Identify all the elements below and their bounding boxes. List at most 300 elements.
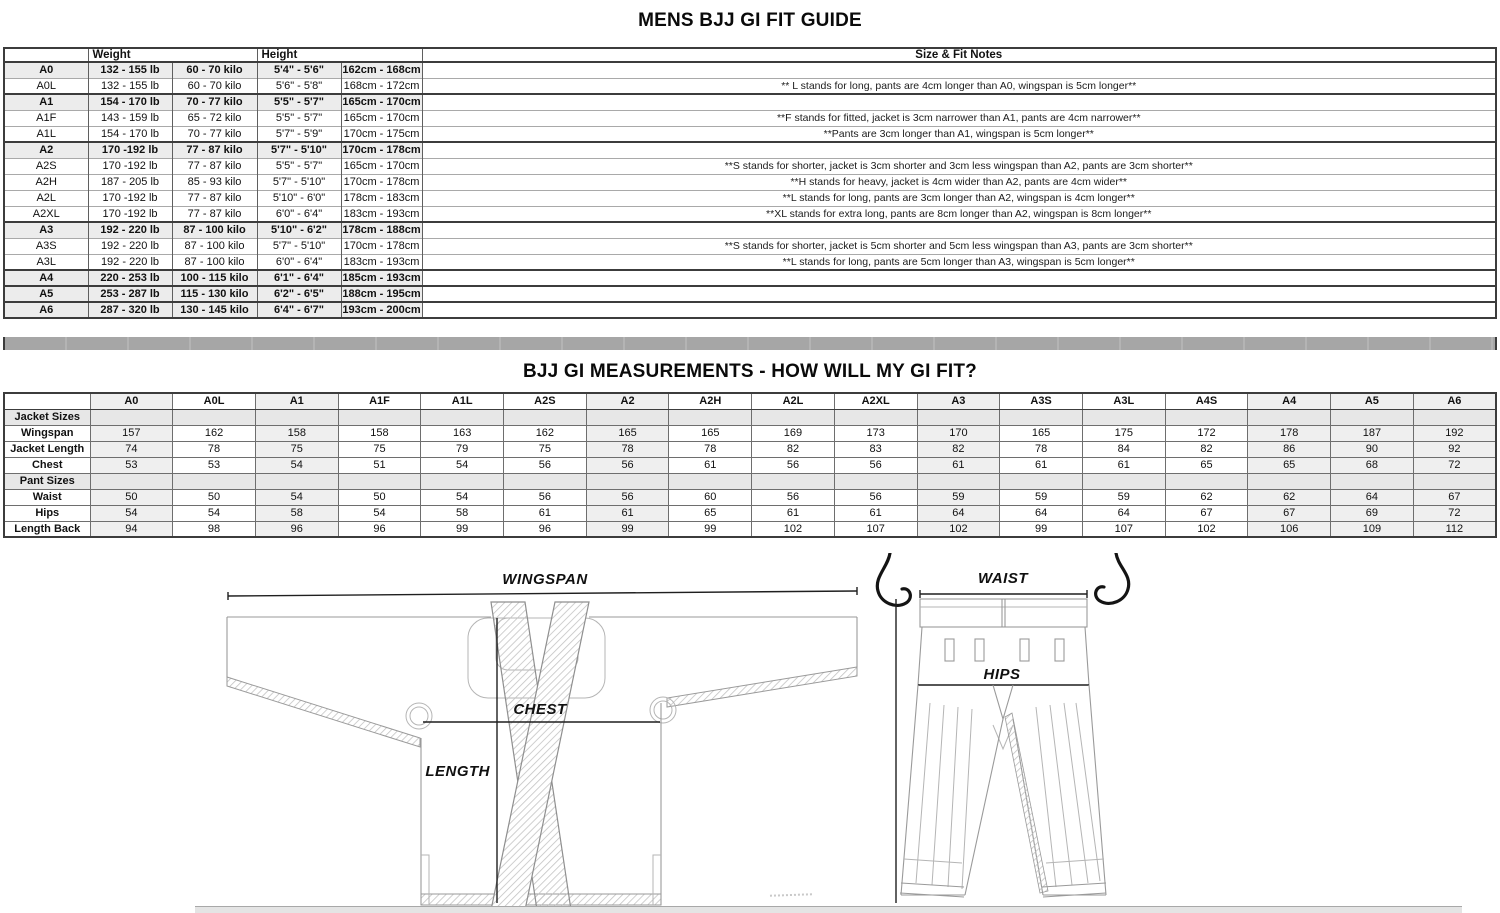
measurement-cell: 96 [338,521,421,537]
weight-kilo-cell: 70 - 77 kilo [172,126,257,142]
weight-kilo-cell: 130 - 145 kilo [172,302,257,318]
measurement-cell: 82 [1165,441,1248,457]
measurement-row [4,489,1496,505]
weight-kilo-cell: 77 - 87 kilo [172,190,257,206]
empty-cell [173,473,256,489]
measurements-title: BJJ GI MEASUREMENTS - HOW WILL MY GI FIT? [522,361,977,382]
measurement-cell: 187 [1331,425,1414,441]
size-column-header: A4 [1248,393,1331,409]
empty-cell [338,409,421,425]
empty-cell [1331,473,1414,489]
height-ft-cell: 6'1" - 6'4" [257,270,341,286]
section-row [4,473,1496,489]
height-ft-cell: 5'6" - 5'8" [257,78,341,94]
drawstring-left [877,553,910,605]
weight-kilo-cell: 115 - 130 kilo [172,286,257,302]
empty-cell [834,409,917,425]
size-cell: A2H [4,174,88,190]
measurement-cell: 162 [173,425,256,441]
height-ft-cell: 6'4" - 6'7" [257,302,341,318]
measurement-cell: 54 [255,489,338,505]
measurement-cell: 64 [1082,505,1165,521]
fit-guide-row [4,94,1496,110]
fit-guide-row [4,62,1496,78]
height-ft-cell: 5'10" - 6'0" [257,190,341,206]
measurement-cell: 61 [1000,457,1083,473]
measurement-cell: 175 [1082,425,1165,441]
measurement-cell: 54 [421,457,504,473]
measurement-cell: 79 [421,441,504,457]
fit-guide-row [4,190,1496,206]
section-row [4,409,1496,425]
measurement-cell: 54 [338,505,421,521]
size-column-header: A1 [255,393,338,409]
fit-note-cell: **H stands for heavy, jacket is 4cm wider than A2, pants are 4cm wider** [422,174,1496,190]
fit-guide-header-row [4,48,1496,62]
measurement-cell: 102 [752,521,835,537]
height-cm-cell: 170cm - 178cm [341,238,422,254]
measurements-table [3,392,1497,538]
measurement-cell: 61 [504,505,587,521]
measurement-cell: 60 [669,489,752,505]
height-cm-cell: 178cm - 183cm [341,190,422,206]
empty-cell [90,473,173,489]
fit-note-cell: **S stands for shorter, jacket is 3cm shorter and 3cm less wingspan than A2, pants are 3cm shorter** [422,158,1496,174]
fit-guide-tbody [4,62,1496,318]
measurement-cell: 56 [586,457,669,473]
measurement-cell: 84 [1082,441,1165,457]
measurement-cell: 50 [90,489,173,505]
measurement-cell: 82 [752,441,835,457]
measurement-row-label: Wingspan [4,425,90,441]
height-ft-cell: 5'5" - 5'7" [257,94,341,110]
size-cell: A1L [4,126,88,142]
chest-label: CHEST [513,701,567,718]
size-column-header: A3 [917,393,1000,409]
weight-kilo-cell: 77 - 87 kilo [172,142,257,158]
measurement-cell: 59 [1000,489,1083,505]
measurement-cell: 94 [90,521,173,537]
measurement-cell: 53 [173,457,256,473]
weight-kilo-cell: 65 - 72 kilo [172,110,257,126]
fit-note-cell [422,94,1496,110]
measurement-row-label: Jacket Length [4,441,90,457]
weight-lb-cell: 192 - 220 lb [88,222,172,238]
empty-cell [504,409,587,425]
size-column-header: A1L [421,393,504,409]
height-ft-cell: 5'7" - 5'10" [257,142,341,158]
fit-guide-row [4,78,1496,94]
fit-note-cell [422,270,1496,286]
size-column-header: A5 [1331,393,1414,409]
measurement-cell: 99 [421,521,504,537]
measurement-cell: 61 [752,505,835,521]
fit-guide-row [4,254,1496,270]
empty-cell [1082,473,1165,489]
weight-lb-cell: 132 - 155 lb [88,62,172,78]
weight-lb-cell: 143 - 159 lb [88,110,172,126]
table-divider-bar [3,337,1497,350]
measurement-cell: 112 [1413,521,1496,537]
measurement-cell: 56 [752,489,835,505]
measurement-cell: 78 [173,441,256,457]
measurement-cell: 56 [504,457,587,473]
measurement-cell: 64 [1000,505,1083,521]
measurement-cell: 165 [669,425,752,441]
fit-guide-title: MENS BJJ GI FIT GUIDE [638,10,862,31]
measurement-row-label: Chest [4,457,90,473]
measurement-cell: 99 [586,521,669,537]
measurement-cell: 56 [752,457,835,473]
measurement-cell: 107 [834,521,917,537]
empty-cell [917,409,1000,425]
size-cell: A0 [4,62,88,78]
empty-cell [752,409,835,425]
height-cm-cell: 183cm - 193cm [341,254,422,270]
size-cell: A1 [4,94,88,110]
measurement-cell: 169 [752,425,835,441]
size-column-header: A2 [586,393,669,409]
measurement-cell: 61 [834,505,917,521]
weight-kilo-cell: 87 - 100 kilo [172,238,257,254]
weight-lb-cell: 187 - 205 lb [88,174,172,190]
weight-lb-cell: 287 - 320 lb [88,302,172,318]
measurement-cell: 90 [1331,441,1414,457]
empty-cell [752,473,835,489]
fit-guide-row [4,238,1496,254]
size-cell: A2 [4,142,88,158]
height-cm-cell: 168cm - 172cm [341,78,422,94]
size-cell: A2XL [4,206,88,222]
empty-cell [338,473,421,489]
empty-cell [1413,473,1496,489]
weight-lb-cell: 170 -192 lb [88,142,172,158]
weight-lb-cell: 170 -192 lb [88,206,172,222]
empty-cell [1165,409,1248,425]
measurement-row-label: Waist [4,489,90,505]
measurement-cell: 78 [1000,441,1083,457]
empty-cell [1000,473,1083,489]
weight-lb-cell: 154 - 170 lb [88,126,172,142]
waist-line [920,590,1087,598]
measurement-cell: 56 [586,489,669,505]
measurement-cell: 72 [1413,505,1496,521]
size-column-header: A3L [1082,393,1165,409]
measurement-cell: 75 [338,441,421,457]
size-column-header: A2L [752,393,835,409]
measurement-cell: 99 [1000,521,1083,537]
height-cm-cell: 188cm - 195cm [342,288,421,300]
height-cm-cell: 170cm - 175cm [341,126,422,142]
height-cm-cell: 178cm - 188cm [341,222,422,238]
size-cell: A3L [4,254,88,270]
measurement-cell: 64 [1331,489,1414,505]
size-cell: A6 [4,302,88,318]
empty-cell [1413,409,1496,425]
measurement-cell: 58 [255,505,338,521]
hips-label: HIPS [983,666,1021,683]
measurement-cell: 64 [917,505,1000,521]
measurement-cell: 54 [255,457,338,473]
measurement-cell: 61 [586,505,669,521]
weight-lb-cell: 253 - 287 lb [88,286,172,302]
wingspan-line [228,591,857,596]
measurement-row [4,441,1496,457]
fit-guide-row [4,174,1496,190]
height-header: Height [257,48,422,62]
fit-note-cell [422,302,1496,318]
weight-lb-cell: 132 - 155 lb [88,78,172,94]
fit-guide-table [3,47,1497,319]
size-cell: A3 [4,222,88,238]
fit-guide-row [4,286,1496,302]
measurement-cell: 58 [421,505,504,521]
fit-note-cell [422,62,1496,78]
measurement-cell: 67 [1413,489,1496,505]
measurement-cell: 173 [834,425,917,441]
measurement-cell: 162 [504,425,587,441]
measurement-cell: 78 [669,441,752,457]
height-ft-cell: 5'4" - 5'6" [257,62,341,78]
measurement-row [4,521,1496,537]
fit-note-cell [422,286,1496,302]
length-label: LENGTH [425,763,490,780]
weight-header: Weight [88,48,257,62]
measurement-cell: 53 [90,457,173,473]
measurement-cell: 158 [338,425,421,441]
empty-cell [669,409,752,425]
measurement-cell: 172 [1165,425,1248,441]
size-cell: A5 [4,286,88,302]
measurement-cell: 54 [90,505,173,521]
measurement-cell: 56 [834,489,917,505]
measurement-row [4,505,1496,521]
weight-kilo-cell: 87 - 100 kilo [172,222,257,238]
measurement-cell: 109 [1331,521,1414,537]
measurement-cell: 78 [586,441,669,457]
measurement-cell: 61 [669,457,752,473]
measurements-tbody [4,409,1496,537]
measurement-cell: 67 [1165,505,1248,521]
section-label-cell: Jacket Sizes [4,409,90,425]
height-ft-cell: 5'10" - 6'2" [257,222,341,238]
height-ft-cell: 5'7" - 5'10" [257,238,341,254]
drawstring-right [1096,553,1129,603]
measurement-cell: 68 [1331,457,1414,473]
size-cell: A1F [4,110,88,126]
measurement-cell: 96 [504,521,587,537]
measurement-cell: 96 [255,521,338,537]
measurement-cell: 50 [173,489,256,505]
height-cm-cell: 170cm - 178cm [341,142,422,158]
measurement-cell: 192 [1413,425,1496,441]
corner-cell [4,48,88,62]
corner-cell [4,393,90,409]
measurements-header-row [4,393,1496,409]
measurement-cell: 51 [338,457,421,473]
wingspan-label: WINGSPAN [502,571,588,588]
height-ft-cell: 6'0" - 6'4" [257,206,341,222]
empty-cell [1248,473,1331,489]
empty-cell [917,473,1000,489]
measurement-cell: 61 [917,457,1000,473]
jacket-diagram [195,558,895,910]
size-column-header: A2H [669,393,752,409]
empty-cell [586,473,669,489]
size-column-header: A0 [90,393,173,409]
measurement-cell: 65 [1165,457,1248,473]
weight-lb-cell: 154 - 170 lb [88,94,172,110]
fit-guide-row [4,142,1496,158]
weight-kilo-cell: 85 - 93 kilo [172,174,257,190]
measurement-row-label: Length Back [4,521,90,537]
size-cell: A3S [4,238,88,254]
fit-note-cell: ** L stands for long, pants are 4cm longer than A0, wingspan is 5cm longer** [422,78,1496,94]
measurement-cell: 72 [1413,457,1496,473]
fit-note-cell: **S stands for shorter, jacket is 5cm shorter and 5cm less wingspan than A3, pants are 3cm shorter** [422,238,1496,254]
size-column-header: A0L [173,393,256,409]
measurement-cell: 50 [338,489,421,505]
height-cm-cell: 183cm - 193cm [341,206,422,222]
weight-lb-cell: 170 -192 lb [88,190,172,206]
weight-lb-cell: 192 - 220 lb [88,238,172,254]
measurement-cell: 106 [1248,521,1331,537]
measurement-cell: 62 [1248,489,1331,505]
fit-note-cell: **XL stands for extra long, pants are 8cm longer than A2, wingspan is 8cm longer** [422,206,1496,222]
measurement-cell: 56 [504,489,587,505]
empty-cell [1248,409,1331,425]
empty-cell [1082,409,1165,425]
fit-note-cell [422,142,1496,158]
measurement-cell: 102 [917,521,1000,537]
measurement-cell: 75 [504,441,587,457]
empty-cell [421,409,504,425]
weight-kilo-cell: 60 - 70 kilo [172,62,257,78]
weight-kilo-cell: 100 - 115 kilo [172,270,257,286]
height-ft-cell: 5'5" - 5'7" [257,110,341,126]
measurement-cell: 65 [669,505,752,521]
measurement-row-label: Hips [4,505,90,521]
size-column-header: A4S [1165,393,1248,409]
height-ft-cell: 5'7" - 5'9" [257,126,341,142]
weight-kilo-cell: 70 - 77 kilo [172,94,257,110]
empty-cell [1165,473,1248,489]
measurement-row [4,457,1496,473]
measurement-cell: 163 [421,425,504,441]
empty-cell [834,473,917,489]
height-cm-cell: 185cm - 193cm [342,272,421,284]
weight-kilo-cell: 87 - 100 kilo [172,254,257,270]
weight-lb-cell: 220 - 253 lb [88,270,172,286]
size-cell: A2S [4,158,88,174]
fit-guide-row [4,302,1496,318]
size-cell: A2L [4,190,88,206]
measurement-cell: 83 [834,441,917,457]
size-column-header: A1F [338,393,421,409]
measurement-cell: 67 [1248,505,1331,521]
empty-cell [173,409,256,425]
size-column-header: A6 [1413,393,1496,409]
measurement-cell: 62 [1165,489,1248,505]
measurement-cell: 65 [1248,457,1331,473]
height-ft-cell: 6'2" - 6'5" [257,286,341,302]
weight-kilo-cell: 77 - 87 kilo [172,206,257,222]
size-column-header: A2XL [834,393,917,409]
size-cell: A0L [4,78,88,94]
weight-lb-cell: 170 -192 lb [88,158,172,174]
empty-cell [90,409,173,425]
measurement-cell: 98 [173,521,256,537]
measurement-cell: 165 [1000,425,1083,441]
empty-cell [586,409,669,425]
weight-lb-cell: 192 - 220 lb [88,254,172,270]
size-column-header: A2S [504,393,587,409]
empty-cell [669,473,752,489]
measurement-cell: 74 [90,441,173,457]
measurement-row [4,425,1496,441]
measurement-cell: 54 [173,505,256,521]
fit-guide-row [4,206,1496,222]
measurement-cell: 92 [1413,441,1496,457]
height-cm-cell: 170cm - 178cm [341,174,422,190]
weight-kilo-cell: 77 - 87 kilo [172,158,257,174]
measurement-cell: 75 [255,441,338,457]
empty-cell [421,473,504,489]
fit-guide-row [4,126,1496,142]
size-cell: A4 [4,270,88,286]
measurement-cell: 54 [421,489,504,505]
measurement-cell: 107 [1082,521,1165,537]
measurement-cell: 178 [1248,425,1331,441]
fit-guide-row [4,270,1496,286]
empty-cell [1331,409,1414,425]
measurement-cell: 170 [917,425,1000,441]
height-cm-cell: 162cm - 168cm [341,62,422,78]
measurement-cell: 59 [1082,489,1165,505]
measurement-cell: 59 [917,489,1000,505]
fit-note-cell: **F stands for fitted, jacket is 3cm narrower than A1, pants are 4cm narrower** [422,110,1496,126]
measurement-cell: 165 [586,425,669,441]
height-ft-cell: 5'7" - 5'10" [257,174,341,190]
weight-kilo-cell: 60 - 70 kilo [172,78,257,94]
empty-cell [504,473,587,489]
measurement-cell: 69 [1331,505,1414,521]
fit-guide-row [4,222,1496,238]
measurement-cell: 86 [1248,441,1331,457]
empty-cell [1000,409,1083,425]
measurement-cell: 56 [834,457,917,473]
height-ft-cell: 5'5" - 5'7" [257,158,341,174]
height-cm-cell: 165cm - 170cm [341,94,422,110]
fit-guide-row [4,110,1496,126]
height-cm-cell: 165cm - 170cm [341,158,422,174]
fit-note-cell: **Pants are 3cm longer than A1, wingspan is 5cm longer** [422,126,1496,142]
empty-cell [255,409,338,425]
fit-guide-row [4,158,1496,174]
fit-note-cell: **L stands for long, pants are 3cm longer than A2, wingspan is 4cm longer** [422,190,1496,206]
fit-note-cell: **L stands for long, pants are 5cm longer than A3, wingspan is 5cm longer** [422,254,1496,270]
height-cm-cell: 165cm - 170cm [341,110,422,126]
pants-diagram [860,553,1180,913]
measurement-cell: 82 [917,441,1000,457]
measurement-cell: 157 [90,425,173,441]
measurement-cell: 158 [255,425,338,441]
measurement-cell: 61 [1082,457,1165,473]
section-label-cell: Pant Sizes [4,473,90,489]
height-ft-cell: 6'0" - 6'4" [257,254,341,270]
waist-label: WAIST [978,570,1028,587]
measurement-cell: 102 [1165,521,1248,537]
